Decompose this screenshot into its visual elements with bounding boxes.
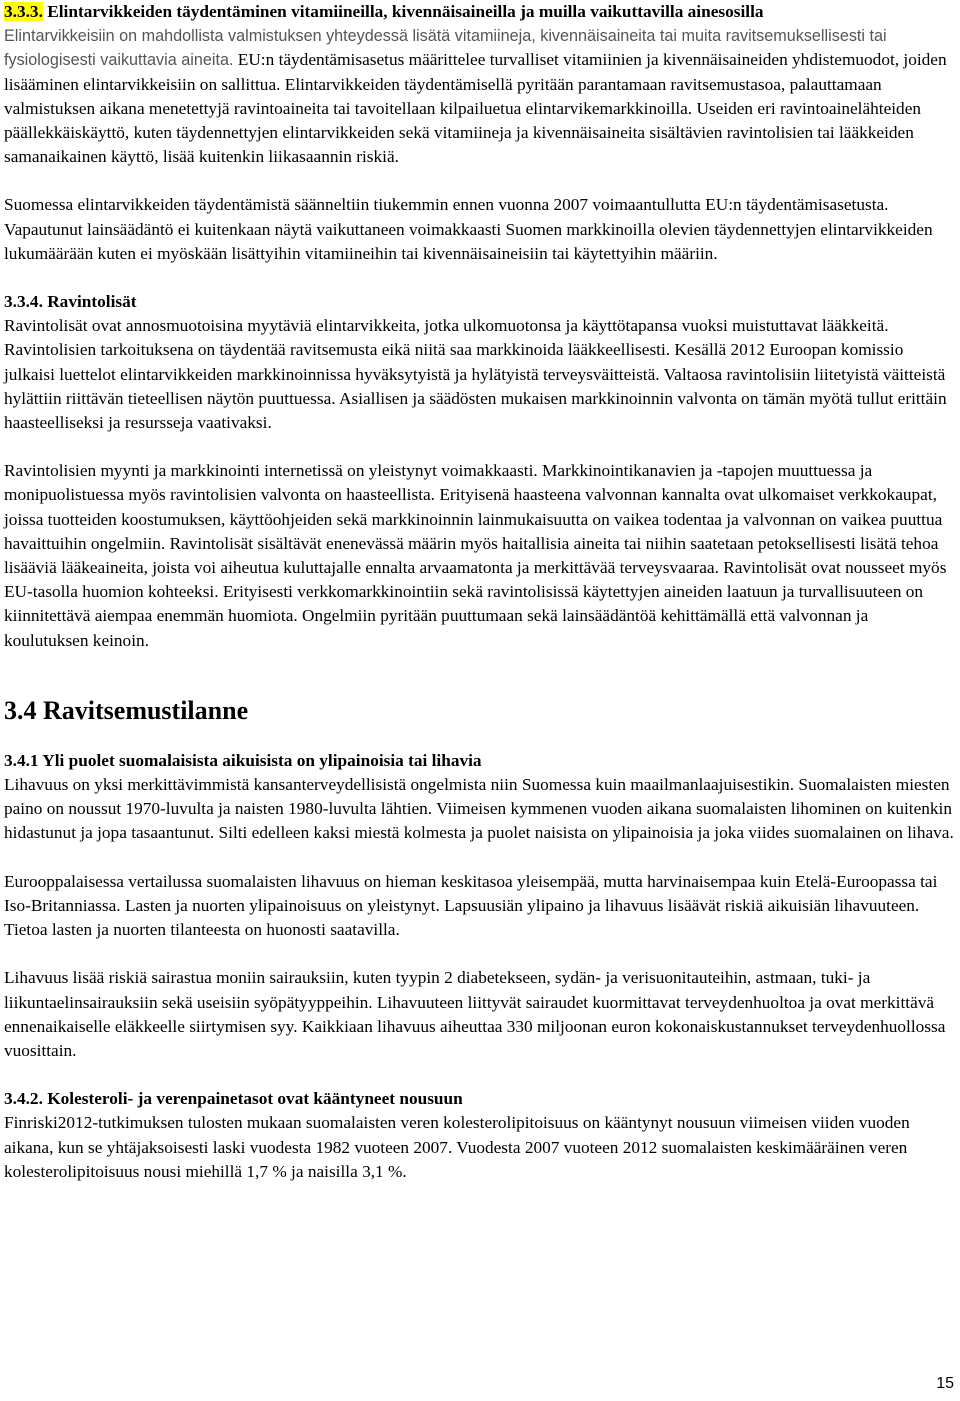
section-3-4-1-paragraph-3: Lihavuus lisää riskiä sairastua moniin sairauksiin, kuten tyypin 2 diabetekseen, sydän- ja verisuonitauteihin, astmaan, tuki- ja liikuntaelinsairauksiin sekä useisiin syöpätyyppeihin. Lihavuuteen liittyvät sairaudet kuormittavat terveydenhuoltoa ja ovat merkittävä ennenaikaiselle eläkkeelle siirtymisen syy. Kaikkiaan lihavuus aiheuttaa 330 miljoonan euron kokonaiskustannukset terveydenhuollossa vuosittain. bbox=[4, 968, 946, 1060]
section-3-3-3-paragraph-1: EU:n täydentämisasetus määrittelee turvalliset vitamiinien ja kivennäisaineiden yhdistemuodot, joiden lisääminen elintarvikkeisiin on sallittua. Elintarvikkeiden täydentämisellä pyritään parantamaan ravitsemustasoa, palauttamaan valmistuksen aikana menetettyjä ravintoaineita tai tavoitellaan kilpailuetua elintarvikemarkkinoilla. Useiden eri ravintoainelähteiden päällekkäiskäyttö, kuten täydennettyjen elintarvikkeiden sekä vitamiineja ja kivennäisaineita sisältävien ravintolisien tai lääkkeiden samanaikainen käyttö, lisää kuitenkin liikasaannin riskiä. bbox=[4, 50, 947, 167]
section-3-3-4 bbox=[4, 290, 954, 435]
section-3-4-2-heading: 3.4.2. Kolesteroli- ja verenpainetasot ovat kääntyneet nousuun bbox=[4, 1089, 463, 1109]
section-3-4-heading: 3.4 Ravitsemustilanne bbox=[4, 695, 249, 725]
section-3-4-2-paragraph-1: Finriski2012-tutkimuksen tulosten mukaan suomalaisten veren kolesterolipitoisuus on kääntynyt nousuun viimeisen viiden vuoden aikana, kun se yhtäjaksoisesti laski vuodesta 1982 vuoteen 2007. Vuodesta 2007 vuoteen 2012 suomalaisten keskimääräinen veren kolesterolipitoisuus nousi miehillä 1,7 % ja naisilla 3,1 %. bbox=[4, 1113, 910, 1181]
section-3-4-1-paragraph-1: Lihavuus on yksi merkittävimmistä kansanterveydellisistä ongelmista niin Suomessa kuin maailmanlaajuisestikin. Suomalaisten miesten paino on noussut 1970-luvulta ja naisten 1980-luvulta lähtien. Viimeisen kymmenen vuoden aikana suomalaisten lihominen on kuitenkin hidastunut ja jopa tasaantunut. Silti edelleen kaksi miestä kolmesta ja puolet naisista on ylipainoisia ja joka viides suomalainen on lihava. bbox=[4, 775, 954, 843]
section-3-3-4-paragraph-2: Ravintolisien myynti ja markkinointi internetissä on yleistynyt voimakkaasti. Markkinointikanavien ja -tapojen muuttuessa ja monipuolistuessa myös ravintolisien valvonta on haasteellista. Erityisenä haasteena valvonnan kannalta ovat ulkomaiset verkkokaupat, joissa tuotteiden koostumuksen, käyttöohjeiden sekä markkinoinnin lainmukaisuutta on vaikea todentaa ja valvonnan on vaikea puuttua havaittuihin ongelmiin. Ravintolisät sisältävät enenevässä määrin myös haitallisia aineita tai niihin saatetaan petoksellisesti lisätä tehoa lisääviä lääkeaineita, joista voi aiheutua kuluttajalle ennalta arvaamatonta ja merkittävää terveysvaaraa. Ravintolisät ovat nousseet myös EU-tasolla huomion kohteeksi. Erityisesti verkkomarkkinointiin sekä ravintolisissä käytettyjen aineiden laatuun ja turvallisuuteen on kiinnitettävä aiempaa enemmän huomiota. Ongelmiin pyritään puuttumaan sekä lainsäädäntöä kehittämällä että valvonnan ja koulutuksen keinoin. bbox=[4, 461, 947, 650]
document-page bbox=[4, 0, 954, 1184]
page-number: 15 bbox=[936, 1375, 954, 1392]
section-3-4-1 bbox=[4, 749, 954, 846]
section-3-3-3-paragraph-1-lead: Elintarvikkeisiin on mahdollista valmistuksen yhteydessä lisätä vitamiineja, kivennäisaineita tai muita ravitsemuksellisesti tai fysiologisesti vaikuttavia aineita. bbox=[4, 27, 887, 70]
section-3-3-4-paragraph-1: Ravintolisät ovat annosmuotoisina myytäviä elintarvikkeita, jotka ulkomuotonsa ja käyttötapansa vuoksi muistuttavat lääkkeitä. Ravintolisien tarkoituksena on täydentää ravitsemusta eikä niitä saa markkinoida lääkkeellisesti. Kesällä 2012 Euroopan komissio julkaisi luettelot elintarvikkeiden markkinoinnissa hyväksytyistä ja hylätyistä terveysväitteistä. Valtaosa ravintolisiin liitetyistä väitteistä hylättiin riittävän tieteellisen näytön puuttuessa. Asiallisen ja säädösten mukaisen markkinoinnin valvonta on tämän myötä tullut erittäin haasteelliseksi ja resursseja vaativaksi. bbox=[4, 316, 947, 433]
section-3-3-3-paragraph-2: Suomessa elintarvikkeiden täydentämistä säänneltiin tiukemmin ennen vuonna 2007 voimaantullutta EU:n täydentämisasetusta. Vapautunut lainsäädäntö ei kuitenkaan näytä vaikuttaneen voimakkaasti Suomen markkinoilla olevien täydennettyjen elintarvikkeiden lukumäärään kuten ei myöskään lisättyihin vitamiineihin tai kivennäisaineisiin tai käytettyihin määriin. bbox=[4, 195, 933, 263]
section-3-4-2 bbox=[4, 1087, 954, 1184]
section-number-highlight: 3.3.3. bbox=[4, 2, 43, 21]
section-3-3-3-heading bbox=[4, 2, 764, 21]
section-3-3-3-title: Elintarvikkeiden täydentäminen vitamiineilla, kivennäisaineilla ja muilla vaikuttavilla ainesosilla bbox=[47, 2, 764, 21]
section-3-3-4-heading: 3.3.4. Ravintolisät bbox=[4, 292, 137, 312]
section-3-4-1-heading: 3.4.1 Yli puolet suomalaisista aikuisista on ylipainoisia tai lihavia bbox=[4, 750, 482, 770]
section-3-3-3 bbox=[4, 0, 954, 169]
section-3-4-1-paragraph-2: Eurooppalaisessa vertailussa suomalaisten lihavuus on hieman keskitasoa yleisempää, mutta harvinaisempaa kuin Etelä-Euroopassa tai Iso-Britanniassa. Lasten ja nuorten ylipainoisuus on yleistynyt. Lapsuusiän ylipaino ja lihavuus lisäävät riskiä aikuisiän lihavuuteen. Tietoa lasten ja nuorten tilanteesta on huonosti saatavilla. bbox=[4, 871, 938, 940]
